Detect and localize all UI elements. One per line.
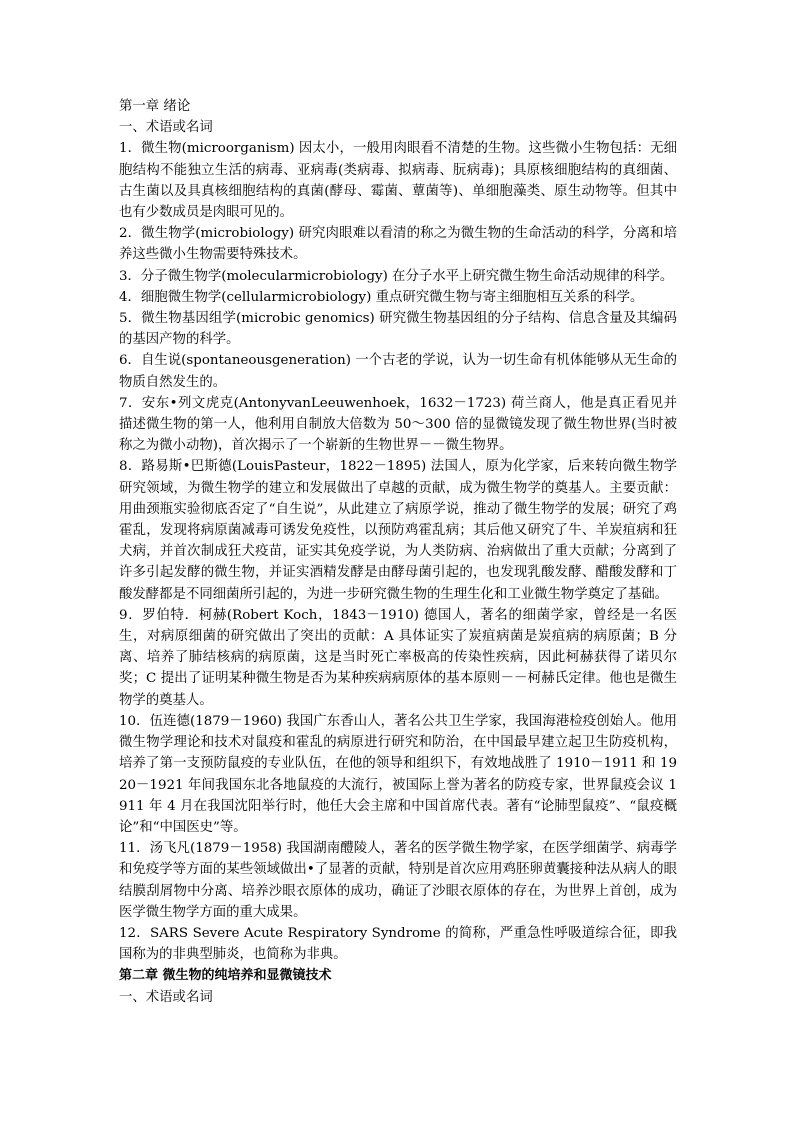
paragraph-wu-lien-teh: 10．伍连德(1879－1960) 我国广东香山人，著名公共卫生学家，我国海港检疫创始人。他用微生物学理论和技术对鼠疫和霍乱的病原进行研究和防治，在中国最早建立起卫生防疫机构，培养了第一支预防鼠疫的专业队伍，在他的领导和组织下，有效地战胜了 1910－1911 和 1920－1921 年间我国东北各地鼠疫的大流行，被国际上誉为著名的防疫专家，世界鼠疫会议 1911 年 4 月在我国沈阳举行时，他任大会主席和中国首席代表。著有“论肺型鼠疫”、“鼠疫概论”和“中国医史”等。 — [119, 713, 677, 835]
chapter2-title: 第二章 微生物的纯培养和显微镜技术 — [119, 968, 332, 984]
paragraph-spontaneous-generation: 6．自生说(spontaneousgeneration) 一个古老的学说，认为一切生命有机体能够从无生命的物质自然发生的。 — [119, 353, 677, 390]
paragraph-sars: 12．SARS Severe Acute Respiratory Syndrome 的简称，严重急性呼吸道综合征，即我国称为的非典型肺炎，也简称为非典。 — [119, 925, 677, 963]
paragraph-microorganism: 1．微生物(microorganism) 因太小，一般用肉眼看不清楚的生物。这些微小生物包括：无细胞结构不能独立生活的病毒、亚病毒(类病毒、拟病毒、朊病毒)；具原核细胞结构的真细菌、古生菌以及具真核细胞结构的真菌(酵母、霉菌、蕈菌等)、单细胞藻类、原生动物等。但其中也有少数成员是肉眼可见的。 — [119, 141, 677, 221]
paragraph-molecular-microbiology: 3．分子微生物学(molecularmicrobiology) 在分子水平上研究微生物生命活动规律的科学。 — [119, 268, 674, 284]
paragraph-microbiology: 2．微生物学(microbiology) 研究肉眼难以看清的称之为微生物的生命活动的科学，分离和培养这些微小生物需要特殊技术。 — [119, 226, 677, 263]
paragraph-leeuwenhoek: 7．安东•列文虎克(AntonyvanLeeuwenhoek，1632－1723) 荷兰商人，他是真正看见并描述微生物的第一人，他利用自制放大倍数为 50～300 倍的显微镜发现了微生物世界(当时被称之为微小动物)，首次揭示了一个崭新的生物世界－－微生物界。 — [119, 395, 677, 454]
paragraph-microbic-genomics: 5．微生物基因组学(microbic genomics) 研究微生物基因组的分子结构、信息含量及其编码的基因产物的科学。 — [119, 311, 677, 348]
chapter-title: 第一章 绪论 — [119, 99, 191, 114]
chapter2-section-heading: 一、术语或名词 — [119, 989, 213, 1005]
section-heading: 一、术语或名词 — [119, 120, 213, 136]
paragraph-cellular-microbiology: 4．细胞微生物学(cellularmicrobiology) 重点研究微生物与寄主细胞相互关系的科学。 — [119, 289, 644, 305]
paragraph-pasteur: 8．路易斯•巴斯德(LouisPasteur，1822－1895) 法国人，原为化学家，后来转向微生物学研究领域，为微生物学的建立和发展做出了卓越的贡献，成为微生物学的奠基人。主要贡献：用曲颈瓶实验彻底否定了“自生说”，从此建立了病原学说，推动了微生物学的发展；研究了鸡霍乱，发现将病原菌减毒可诱发免疫性，以预防鸡霍乱病；其后他又研究了牛、羊炭疽病和狂犬病，并首次制成狂犬疫苗，证实其免疫学说，为人类防病、治病做出了重大贡献；分离到了许多引起发酵的微生物，并证实酒精发酵是由酵母菌引起的，也发现乳酸发酵、醋酸发酵和丁酸发酵都是不同细菌所引起的，为进一步研究微生物的生理生化和工业微生物学奠定了基础。 — [119, 459, 677, 602]
document-page — [119, 96, 677, 1008]
paragraph-tang-feifan: 11．汤飞凡(1879－1958) 我国湖南醴陵人，著名的医学微生物学家，在医学细菌学、病毒学和免疫学等方面的某些领域做出•了显著的贡献，特别是首次应用鸡胚卵黄囊接种法从病人的眼结膜刮屑物中分离、培养沙眼衣原体的成功，确证了沙眼衣原体的存在，为世界上首创，成为医学微生物学方面的重大成果。 — [119, 841, 677, 920]
paragraph-koch: 9．罗伯特．柯赫(Robert Koch，1843－1910) 德国人，著名的细菌学家，曾经是一名医生，对病原细菌的研究做出了突出的贡献：A 具体证实了炭疽病菌是炭疽病的病原菌；B 分离、培养了肺结核病的病原菌，这是当时死亡率极高的传染性疾病，因此柯赫获得了诺贝尔奖；C 提出了证明某种微生物是否为某种疾病病原体的基本原则－－柯赫氏定律。他也是微生物学的奠基人。 — [119, 607, 677, 708]
